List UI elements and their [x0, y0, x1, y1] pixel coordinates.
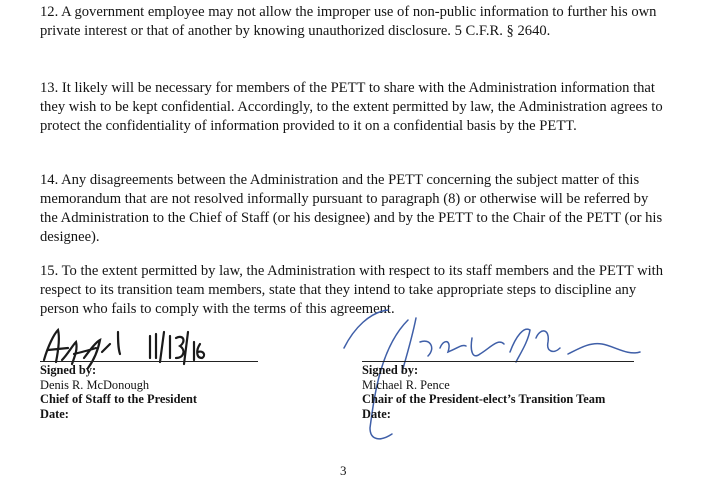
paragraph-15: 15. To the extent permitted by law, the Administration with respect to its staff members and the PETT with respect to its transition team members, state that they intend to take appropriate steps to discipline any person who fails to comply with the terms of this agreement.	[40, 263, 664, 317]
handwritten-date-mcdonough	[146, 328, 210, 368]
signature-line-left	[40, 361, 258, 362]
signed-by-label: Signed by:	[40, 363, 97, 377]
date-label: Date:	[362, 406, 391, 421]
signature-block-pence	[362, 363, 605, 421]
signer-title: Chair of the President-elect’s Transition Team	[362, 392, 606, 406]
signed-by-label: Signed by:	[362, 363, 419, 377]
signer-name: Denis R. McDonough	[40, 377, 150, 392]
paragraph-13: 13. It likely will be necessary for members of the PETT to share with the Administration information that they wish to be kept confidential. Accordingly, to the extent permitted by law, the Administration agrees to protect the confidentiality of information provided to it on a confidential basis by the PETT.	[40, 80, 663, 134]
paragraph-14: 14. Any disagreements between the Administration and the PETT concerning the subject matter of this memorandum that are not resolved informally pursuant to paragraph (8) or otherwise will be referred by the Administration to the Chief of Staff (or his designee) and by the PETT to the Chair of the PETT (or his designee).	[40, 172, 663, 245]
signer-name: Michael R. Pence	[362, 377, 450, 392]
signature-line-right	[362, 361, 634, 362]
paragraph-12: 12. A government employee may not allow the improper use of non-public information to further his own private interest or that of another by knowing unauthorized disclosure. 5 C.F.R. § 2640.	[40, 4, 657, 39]
page-number: 3	[340, 463, 347, 478]
signer-title: Chief of Staff to the President	[40, 392, 198, 406]
signature-block-mcdonough	[40, 363, 197, 421]
date-label: Date:	[40, 406, 69, 421]
